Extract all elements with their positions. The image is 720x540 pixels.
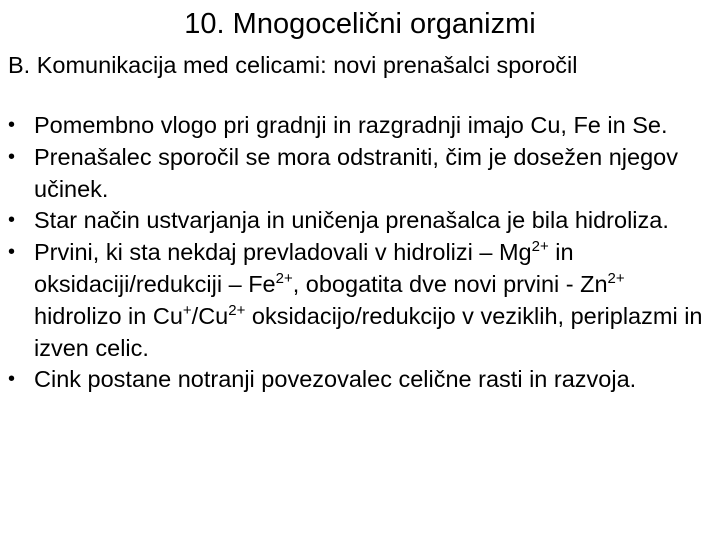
charge-superscript: + — [182, 301, 192, 319]
bullet-dot-icon: • — [8, 209, 16, 232]
slide-subtitle: B. Komunikacija med celicami: novi prenašalci sporočil — [8, 52, 578, 78]
bullet-item — [8, 364, 714, 396]
bullet-text-segment: hidrolizo in Cu — [34, 302, 183, 329]
bullet-text-segment: oksidacijo/redukcijo v veziklih, periplazmi in izven celic. — [34, 302, 703, 361]
bullet-dot-icon: • — [8, 368, 16, 391]
bullet-text-segment: Prvini, ki sta nekdaj prevladovali v hidrolizi – Mg — [34, 239, 532, 266]
bullet-item — [8, 237, 714, 364]
bullet-dot-icon: • — [8, 114, 16, 136]
charge-superscript: 2+ — [228, 301, 246, 319]
charge-superscript: 2+ — [275, 269, 293, 287]
bullet-dot-icon: • — [8, 145, 16, 168]
bullet-item — [8, 205, 714, 237]
bullet-list — [8, 110, 714, 396]
bullet-text: Cink postane notranji povezovalec celične rasti in razvoja. — [34, 366, 637, 393]
bullet-text: Pomembno vlogo pri gradnji in razgradnji imajo Cu, Fe in Se. — [34, 112, 668, 138]
slide-title: 10. Mnogocelični organizmi — [184, 8, 536, 40]
charge-superscript: 2+ — [607, 269, 625, 287]
bullet-text-segment: /Cu — [191, 302, 229, 329]
bullet-dot-icon: • — [8, 241, 16, 264]
bullet-text: Prenašalec sporočil se mora odstraniti, čim je dosežen njegov učinek. — [34, 143, 678, 202]
bullet-text-segment: , obogatita dve novi prvini - Zn — [292, 270, 608, 297]
bullet-text-segment: in oksidaciji/redukciji – Fe — [34, 239, 574, 297]
bullet-item — [8, 142, 714, 206]
bullet-item — [8, 110, 714, 142]
bullet-text: Star način ustvarjanja in uničenja prenašalca je bila hidroliza. — [34, 207, 669, 234]
charge-superscript: 2+ — [531, 238, 549, 256]
bullet-text — [34, 239, 703, 360]
